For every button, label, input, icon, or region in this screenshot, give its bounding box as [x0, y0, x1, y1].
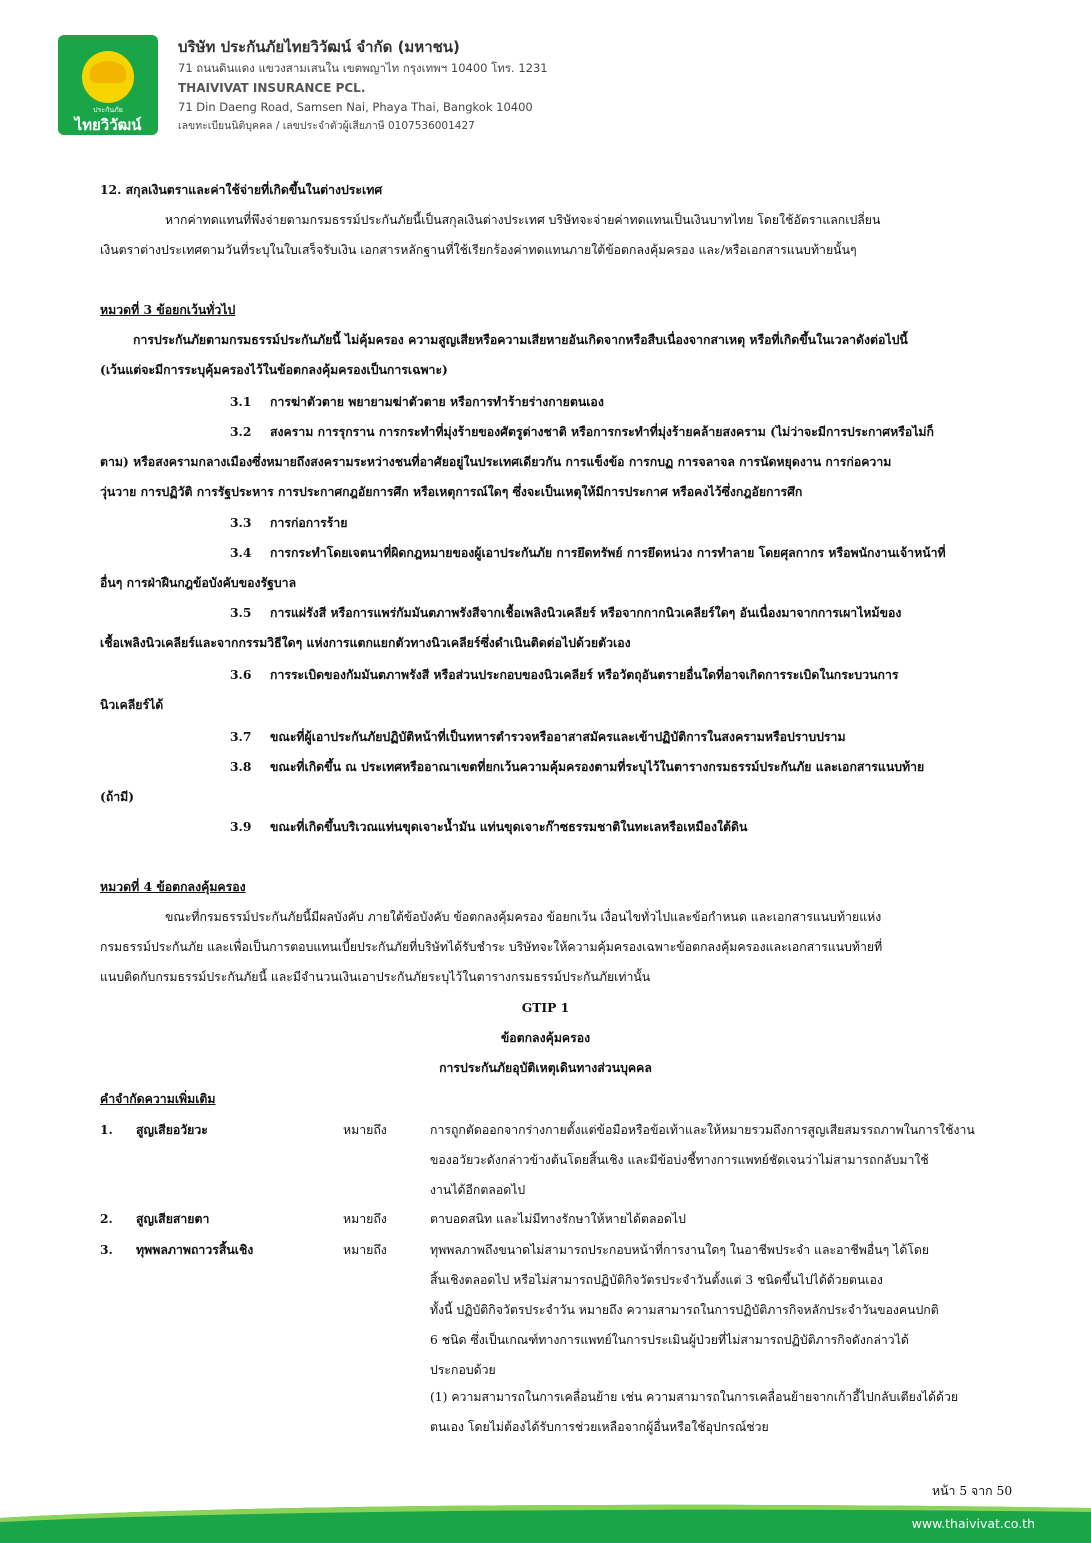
- exclusion-3-9: [230, 819, 747, 835]
- exclusion-3-6-cont: นิวเคลียร์ได้: [100, 697, 164, 712]
- definition-text: ทุพพลภาพถึงขนาดไม่สามารถประกอบหน้าที่การงานใดๆ ในอาชีพประจำ และอาชีพอื่นๆ ได้โดย: [430, 1243, 930, 1257]
- company-name-th: บริษัท ประกันภัยไทยวิวัฒน์ จำกัด (มหาชน): [178, 38, 460, 56]
- logo-small-text: ประกันภัย: [93, 106, 123, 114]
- part-3-intro: การประกันภัยตามกรมธรรม์ประกันภัยนี้ ไม่คุ้มครอง ความสูญเสียหรือความเสียหายอันเกิดจากหรือสืบเนื่องจากสาเหตุ หรือที่เกิดขึ้นในเวลาดังต่อไปนี้: [133, 332, 908, 347]
- part-3-title: หมวดที่ 3 ข้อยกเว้นทั่วไป: [100, 302, 236, 317]
- definition-text: ของอวัยวะดังกล่าวข้างต้นโดยสิ้นเชิง และมีข้อบ่งชี้ทางการแพทย์ชัดเจนว่าไม่สามารถกลับมาใช้: [430, 1153, 929, 1167]
- exclusion-3-7: [230, 729, 846, 745]
- definition-text: ตนเอง โดยไม่ต้องได้รับการช่วยเหลือจากผู้อื่นหรือใช้อุปกรณ์ช่วย: [430, 1420, 769, 1434]
- item-number: 3.8: [230, 759, 252, 774]
- definition-text: 6 ชนิด ซึ่งเป็นเกณฑ์ทางการแพทย์ในการประเมินผู้ป่วยที่ไม่สามารถปฏิบัติภารกิจดังกล่าวได้: [430, 1333, 909, 1347]
- website-url[interactable]: www.thaivivat.co.th: [911, 1516, 1035, 1531]
- item-number: 3.6: [230, 667, 252, 682]
- definitions-title: คำจำกัดความเพิ่มเติม: [100, 1091, 216, 1106]
- definition-text: ประกอบด้วย: [430, 1363, 496, 1377]
- address-en: 71 Din Daeng Road, Samsen Nai, Phaya Thai, Bangkok 10400: [178, 100, 533, 114]
- company-name-en: THAIVIVAT INSURANCE PCL.: [178, 81, 366, 95]
- definition-text: (1) ความสามารถในการเคลื่อนย้าย เช่น ความสามารถในการเคลื่อนย้ายจากเก้าอี้ไปกลับเตียงได้ด้วย: [430, 1390, 959, 1404]
- exclusion-3-1: [230, 394, 604, 410]
- item-number: 3.3: [230, 515, 252, 530]
- exclusion-3-6: [230, 667, 898, 683]
- definition-text: สิ้นเชิงตลอดไป หรือไม่สามารถปฏิบัติกิจวัตรประจำวันตั้งแต่ 3 ชนิดขึ้นไปได้ด้วยตนเอง: [430, 1273, 883, 1287]
- section-12-title: 12. สกุลเงินตราและค่าใช้จ่ายที่เกิดขึ้นในต่างประเทศ: [100, 182, 383, 197]
- coverage-heading: ข้อตกลงคุ้มครอง: [500, 1030, 591, 1045]
- item-number: 3.2: [230, 424, 252, 439]
- part-4-text: กรมธรรม์ประกันภัย และเพื่อเป็นการตอบแทนเบี้ยประกันภัยที่บริษัทได้รับชำระ บริษัทจะให้ความคุ้มครองเฉพาะข้อตกลงคุ้มครองและเอกสารแนบท้ายที่: [100, 940, 883, 954]
- exclusion-3-8: [230, 759, 924, 775]
- item-text: ขณะที่ผู้เอาประกันภัยปฏิบัติหน้าที่เป็นทหารตำรวจหรืออาสาสมัครและเข้าปฏิบัติการในสงครามหรือปราบปราม: [270, 729, 846, 744]
- item-text: การระเบิดของกัมมันตภาพรังสี หรือส่วนประกอบของนิวเคลียร์ หรือวัตถุอันตรายอื่นใดที่อาจเกิดการระเบิดในกระบวนการ: [270, 667, 899, 682]
- part-4-text: ขณะที่กรมธรรม์ประกันภัยนี้มีผลบังคับ ภายใต้ข้อบังคับ ข้อตกลงคุ้มครอง ข้อยกเว้น เงื่อนไขทั่วไปและข้อกำหนด และเอกสารแนบท้ายแห่ง: [165, 910, 882, 924]
- definition-term: ทุพพลภาพถาวรสิ้นเชิง: [136, 1242, 254, 1257]
- exclusion-3-5-cont: เชื้อเพลิงนิวเคลียร์และจากกรรมวิธีใดๆ แห่งการแตกแยกตัวทางนิวเคลียร์ซึ่งดำเนินติดต่อไปด้วยตัวเอง: [100, 635, 631, 650]
- item-number: 3.9: [230, 819, 252, 834]
- means-label: หมายถึง: [343, 1212, 387, 1226]
- exclusion-3-3: [230, 515, 347, 531]
- item-text: การกระทำโดยเจตนาที่ผิดกฎหมายของผู้เอาประกันภัย การยึดทรัพย์ การยึดหน่วง การทำลาย โดยศุลกากร หรือพนักงานเจ้าหน้าที่: [270, 545, 946, 560]
- item-text: การก่อการร้าย: [270, 515, 348, 530]
- definition-number: 3.: [100, 1242, 113, 1257]
- exclusion-3-2: [230, 424, 934, 440]
- part-4-text: แนบติดกับกรมธรรม์ประกันภัยนี้ และมีจำนวนเงินเอาประกันภัยระบุไว้ในตารางกรมธรรม์ประกันภัยเท่านั้น: [100, 970, 651, 984]
- section-12-text: หากค่าทดแทนที่พึงจ่ายตามกรมธรรม์ประกันภัยนี้เป็นสกุลเงินต่างประเทศ บริษัทจะจ่ายค่าทดแทนเป็นเงินบาทไทย โดยใช้อัตราแลกเปลี่ยน: [165, 213, 881, 227]
- section-12-text: เงินตราต่างประเทศตามวันที่ระบุในใบเสร็จรับเงิน เอกสารหลักฐานที่ใช้เรียกร้องค่าทดแทนภายใต้ข้อตกลงคุ้มครอง และ/หรือเอกสารแนบท้ายนั้นๆ: [100, 243, 857, 257]
- definition-term: สูญเสียอวัยวะ: [136, 1122, 208, 1137]
- item-number: 3.7: [230, 729, 252, 744]
- tax-id: เลขทะเบียนนิติบุคคล / เลขประจำตัวผู้เสียภาษี 0107536001427: [178, 120, 475, 132]
- definition-number: 2.: [100, 1211, 113, 1226]
- item-number: 3.5: [230, 605, 252, 620]
- means-label: หมายถึง: [343, 1123, 387, 1137]
- exclusion-3-4-cont: อื่นๆ การฝ่าฝืนกฎข้อบังคับของรัฐบาล: [100, 575, 297, 590]
- item-text: การแผ่รังสี หรือการแพร่กัมมันตภาพรังสีจากเชื้อเพลิงนิวเคลียร์ หรือจากกากนิวเคลียร์ใดๆ อันเนื่องมาจากการเผาไหม้ของ: [270, 605, 902, 620]
- sun-icon: [82, 51, 134, 103]
- exclusion-3-2-cont: ตาม) หรือสงครามกลางเมืองซึ่งหมายถึงสงครามระหว่างชนที่อาศัยอยู่ในประเทศเดียวกัน การแข็งข้อ การกบฏ การจลาจล การนัดหยุดงาน การก่อความ: [100, 454, 892, 469]
- part-4-title: หมวดที่ 4 ข้อตกลงคุ้มครอง: [100, 879, 246, 894]
- item-text: ขณะที่เกิดขึ้น ณ ประเทศหรืออาณาเขตที่ยกเว้นความคุ้มครองตามที่ระบุไว้ในตารางกรมธรรม์ประกันภัย และเอกสารแนบท้าย: [270, 759, 925, 774]
- item-text: ขณะที่เกิดขึ้นบริเวณแท่นขุดเจาะน้ำมัน แท่นขุดเจาะก๊าซธรรมชาติในทะเลหรือเหมืองใต้ดิน: [270, 819, 748, 834]
- exclusion-3-4: [230, 545, 946, 561]
- exclusion-3-2-cont: วุ่นวาย การปฏิวัติ การรัฐประหาร การประกาศกฎอัยการศึก หรือเหตุการณ์ใดๆ ซึ่งจะเป็นเหตุให้มีการประกาศ หรือคงไว้ซึ่งกฎอัยการศึก: [100, 484, 803, 499]
- item-text: สงคราม การรุกราน การกระทำที่มุ่งร้ายของศัตรูต่างชาติ หรือการกระทำที่มุ่งร้ายคล้ายสงคราม (ไม่ว่าจะมีการประกาศหรือไม่ก็: [270, 424, 934, 439]
- definition-term: สูญเสียสายตา: [136, 1211, 210, 1226]
- means-label: หมายถึง: [343, 1243, 387, 1257]
- definition-text: ทั้งนี้ ปฏิบัติกิจวัตรประจำวัน หมายถึง ความสามารถในการปฏิบัติภารกิจหลักประจำวันของคนปกติ: [430, 1303, 939, 1317]
- page-number: หน้า 5 จาก 50: [932, 1484, 1013, 1498]
- company-logo: [58, 35, 158, 135]
- logo-text: ไทยวิวัฒน์: [74, 116, 142, 134]
- definition-text: งานได้อีกตลอดไป: [430, 1183, 526, 1197]
- item-number: 3.4: [230, 545, 252, 560]
- company-info: [178, 36, 548, 136]
- item-text: การฆ่าตัวตาย พยายามฆ่าตัวตาย หรือการทำร้ายร่างกายตนเอง: [270, 394, 604, 409]
- part-3-intro: (เว้นแต่จะมีการระบุคุ้มครองไว้ในข้อตกลงคุ้มครองเป็นการเฉพาะ): [100, 362, 448, 377]
- definition-text: ตาบอดสนิท และไม่มีทางรักษาให้หายได้ตลอดไป: [430, 1212, 686, 1226]
- definition-number: 1.: [100, 1122, 113, 1137]
- exclusion-3-5: [230, 605, 901, 621]
- address-th: 71 ถนนดินแดง แขวงสามเสนใน เขตพญาไท กรุงเทพฯ 10400 โทร. 1231: [178, 61, 548, 75]
- exclusion-3-8-cont: (ถ้ามี): [100, 789, 135, 804]
- item-number: 3.1: [230, 394, 252, 409]
- gtip-heading: GTIP 1: [521, 1000, 570, 1015]
- definition-text: การถูกตัดออกจากร่างกายตั้งแต่ข้อมือหรือข้อเท้าและให้หมายรวมถึงการสูญเสียสมรรถภาพในการใช้งาน: [430, 1123, 975, 1137]
- insurance-type-heading: การประกันภัยอุบัติเหตุเดินทางส่วนบุคคล: [439, 1060, 652, 1075]
